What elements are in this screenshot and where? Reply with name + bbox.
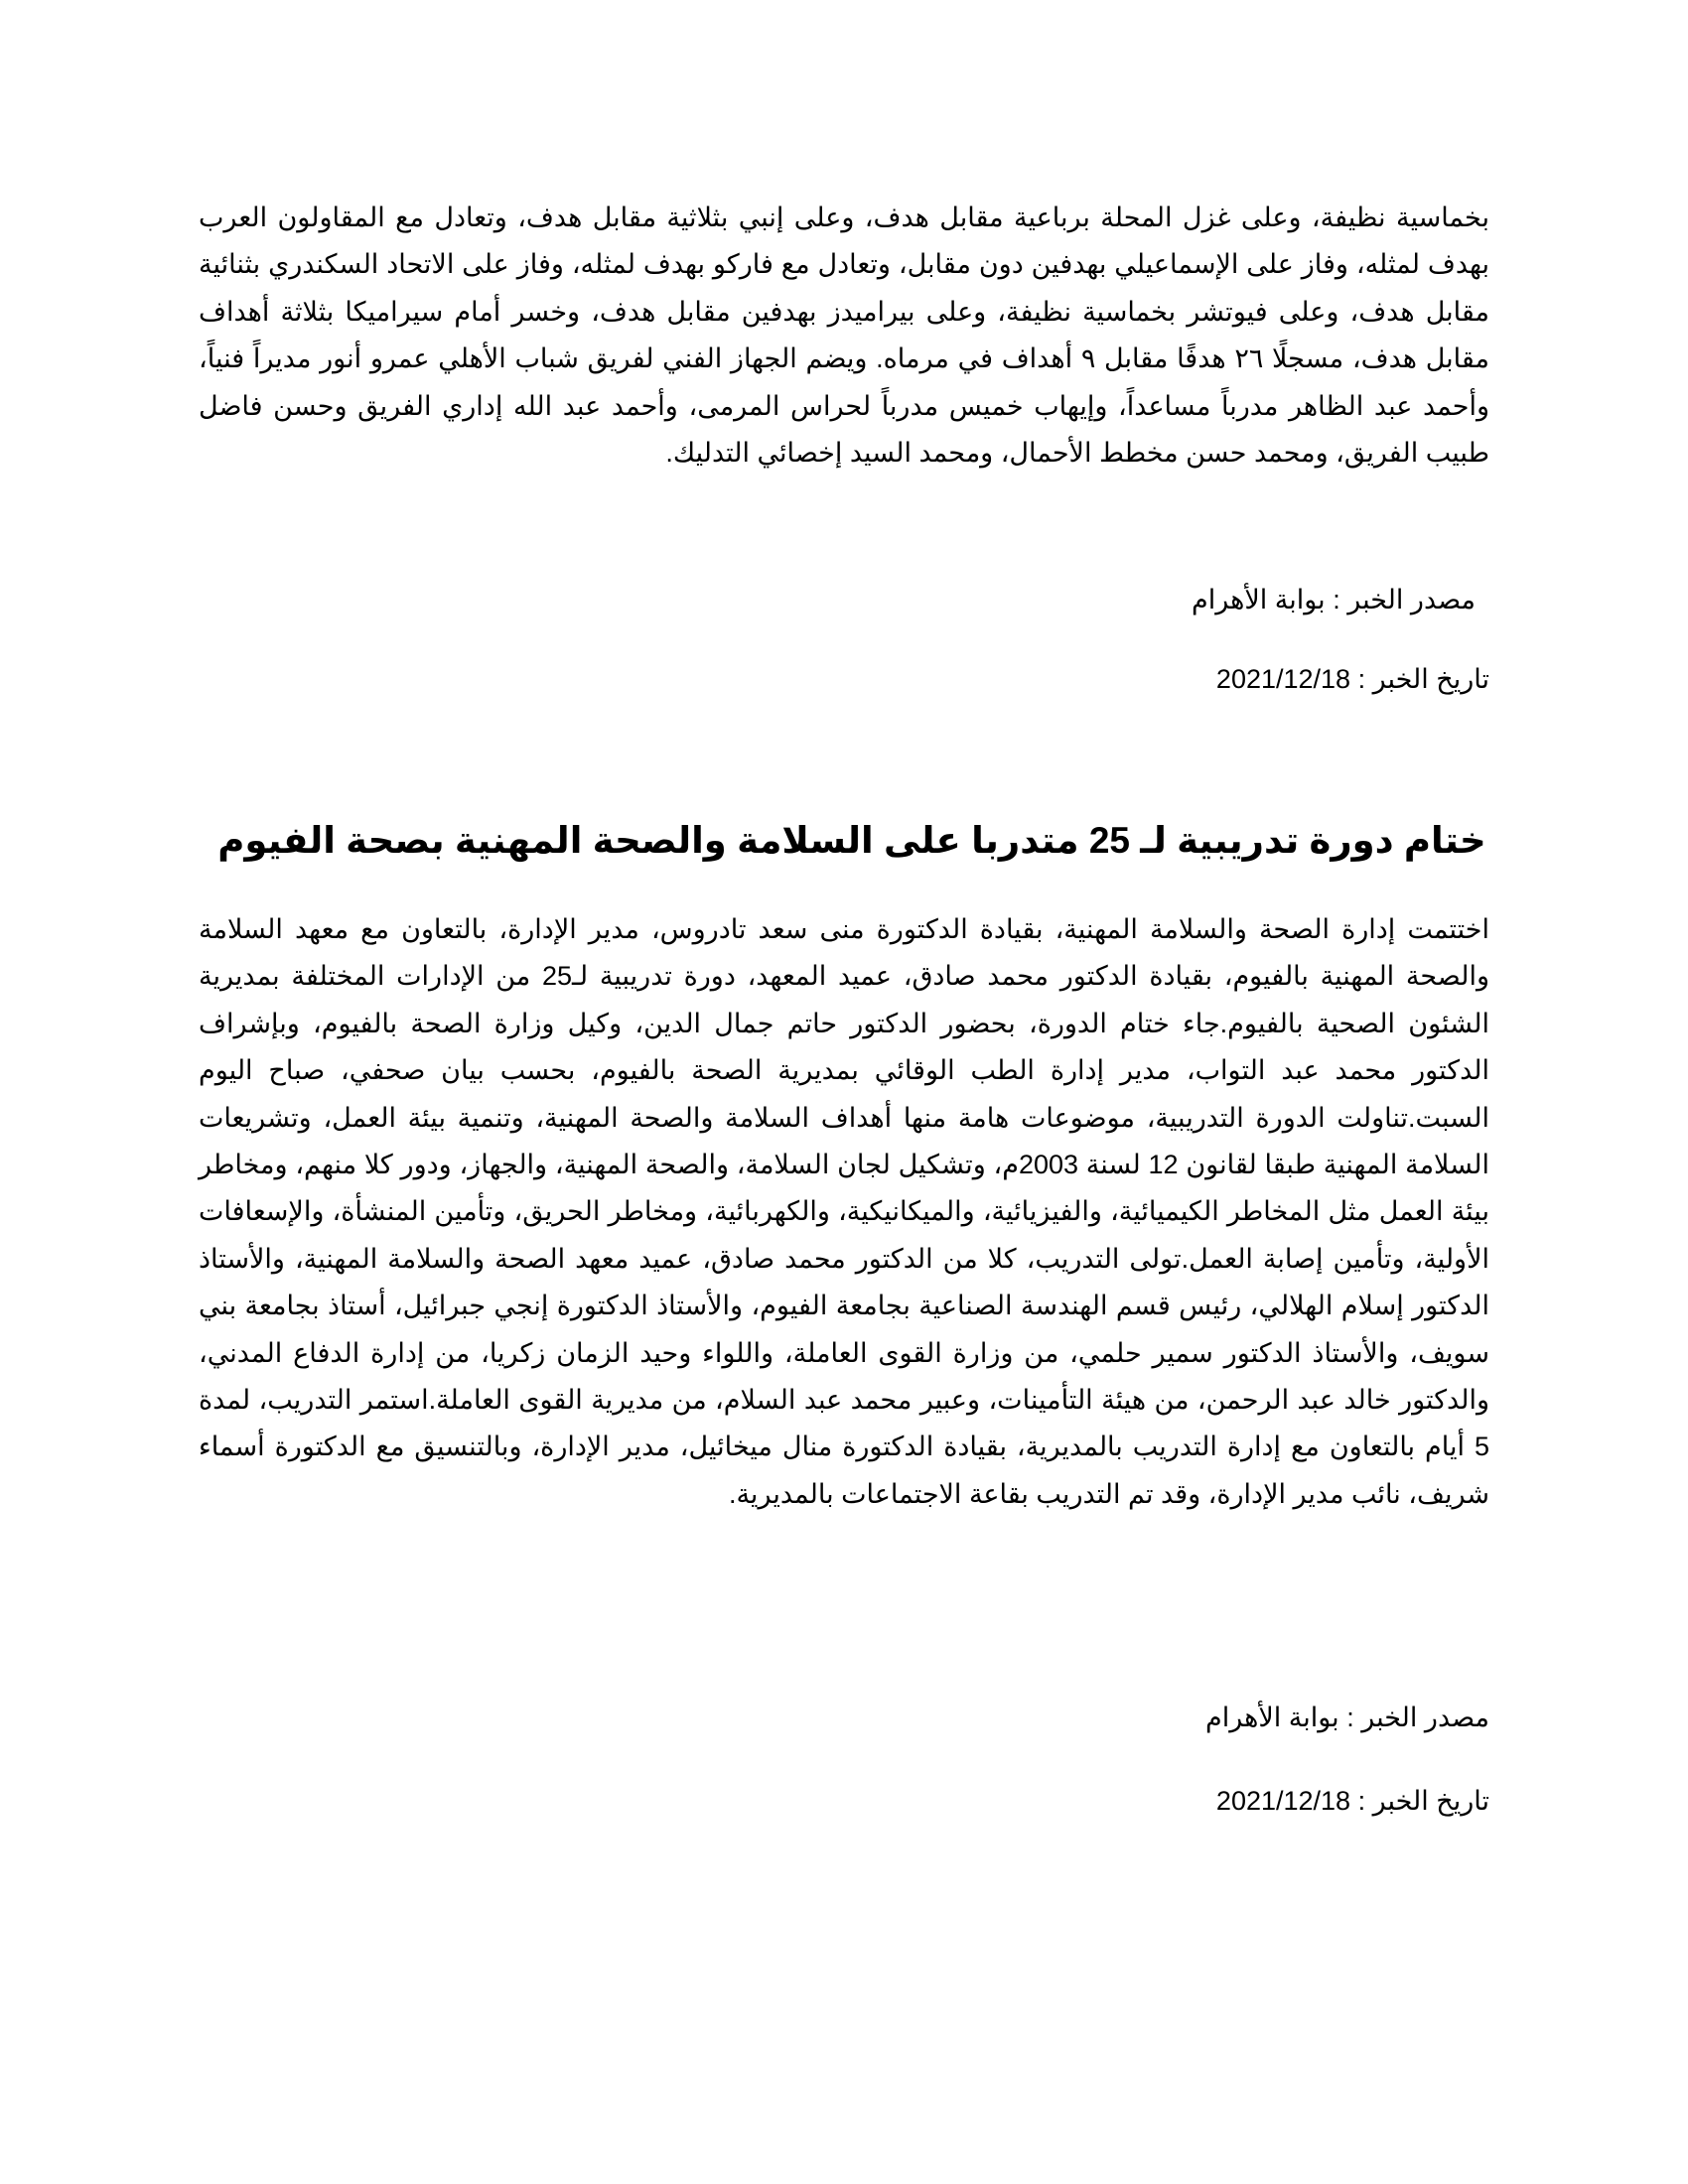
article2-date: تاريخ الخبر : 2021/12/18 [1215, 1786, 1489, 1816]
article1-body: بخماسية نظيفة، وعلى غزل المحلة برباعية مقابل هدف، وعلى إنبي بثلاثية مقابل هدف، وتعادل مع المقاولون العرب بهدف لمثله، وفاز على الإسماعيلي بهدفين دون مقابل، وتعادل مع فاركو بهدف لمثله، وفاز على الاتحاد السكندري بثنائية مقابل هدف، وعلى فيوتشر بخماسية نظيفة، وعلى بيراميدز بهدفين مقابل هدف، وخسر أمام سيراميكا بثلاثة أهداف مقابل هدف، مسجلًا ٢٦ هدفًا مقابل ٩ أهداف في مرماه. ويضم الجهاز الفني لفريق شباب الأهلي عمرو أنور مديراً فنياً، وأحمد عبد الظاهر مدرباً مساعداً، وإيهاب خميس مدرباً لحراس المرمى، وأحمد عبد الله إداري الفريق وحسن فاضل طبيب الفريق، ومحمد حسن مخطط الأحمال، ومحمد السيد إخصائي التدليك. [199, 203, 1490, 469]
article1-source: مصدر الخبر : بوابة الأهرام [1191, 585, 1476, 614]
article2-body: اختتمت إدارة الصحة والسلامة المهنية، بقيادة الدكتورة منى سعد تادروس، مدير الإدارة، بالتعاون مع معهد السلامة والصحة المهنية بالفيوم، بقيادة الدكتور محمد صادق، عميد المعهد، دورة تدريبية لـ25 من الإدارات المختلفة بمديرية الشئون الصحية بالفيوم.جاء ختام الدورة، بحضور الدكتور حاتم جمال الدين، وكيل وزارة الصحة بالفيوم، وبإشراف الدكتور محمد عبد التواب، مدير إدارة الطب الوقائي بمديرية الصحة بالفيوم، بحسب بيان صحفي، صباح اليوم السبت.تناولت الدورة التدريبية، موضوعات هامة منها أهداف السلامة والصحة المهنية، وتنمية بيئة العمل، وتشريعات السلامة المهنية طبقا لقانون 12 لسنة 2003م، وتشكيل لجان السلامة، والصحة المهنية، والجهاز، ودور كلا منهم، ومخاطر بيئة العمل مثل المخاطر الكيميائية، والفيزيائية، والميكانيكية، والكهربائية، ومخاطر الحريق، وتأمين المنشأة، والإسعافات الأولية، وتأمين إصابة العمل.تولى التدريب، كلا من الدكتور محمد صادق، عميد معهد الصحة والسلامة المهنية، والأستاذ الدكتور إسلام الهلالي، رئيس قسم الهندسة الصناعية بجامعة الفيوم، والأستاذ الدكتورة إنجي جبرائيل، أستاذ بجامعة بني سويف، والأستاذ الدكتور سمير حلمي، من وزارة القوى العاملة، واللواء وحيد الزمان زكريا، من إدارة الدفاع المدني، والدكتور خالد عبد الرحمن، من هيئة التأمينات، وعبير محمد عبد السلام، من مديرية القوى العاملة.استمر التدريب، لمدة 5 أيام بالتعاون مع إدارة التدريب بالمديرية، بقيادة الدكتورة منال ميخائيل، مدير الإدارة، وبالتنسيق مع الدكتورة أسماء شريف، نائب مدير الإدارة، وقد تم التدريب بقاعة الاجتماعات بالمديرية. [199, 914, 1489, 1509]
article1-date: تاريخ الخبر : 2021/12/18 [1215, 664, 1489, 694]
article2-headline: ختام دورة تدريبية لـ 25 متدربا على السلامة والصحة المهنية بصحة الفيوم [217, 820, 1486, 861]
document-page [199, 0, 1489, 2184]
article2-source: مصدر الخبر : بوابة الأهرام [1204, 1703, 1489, 1732]
